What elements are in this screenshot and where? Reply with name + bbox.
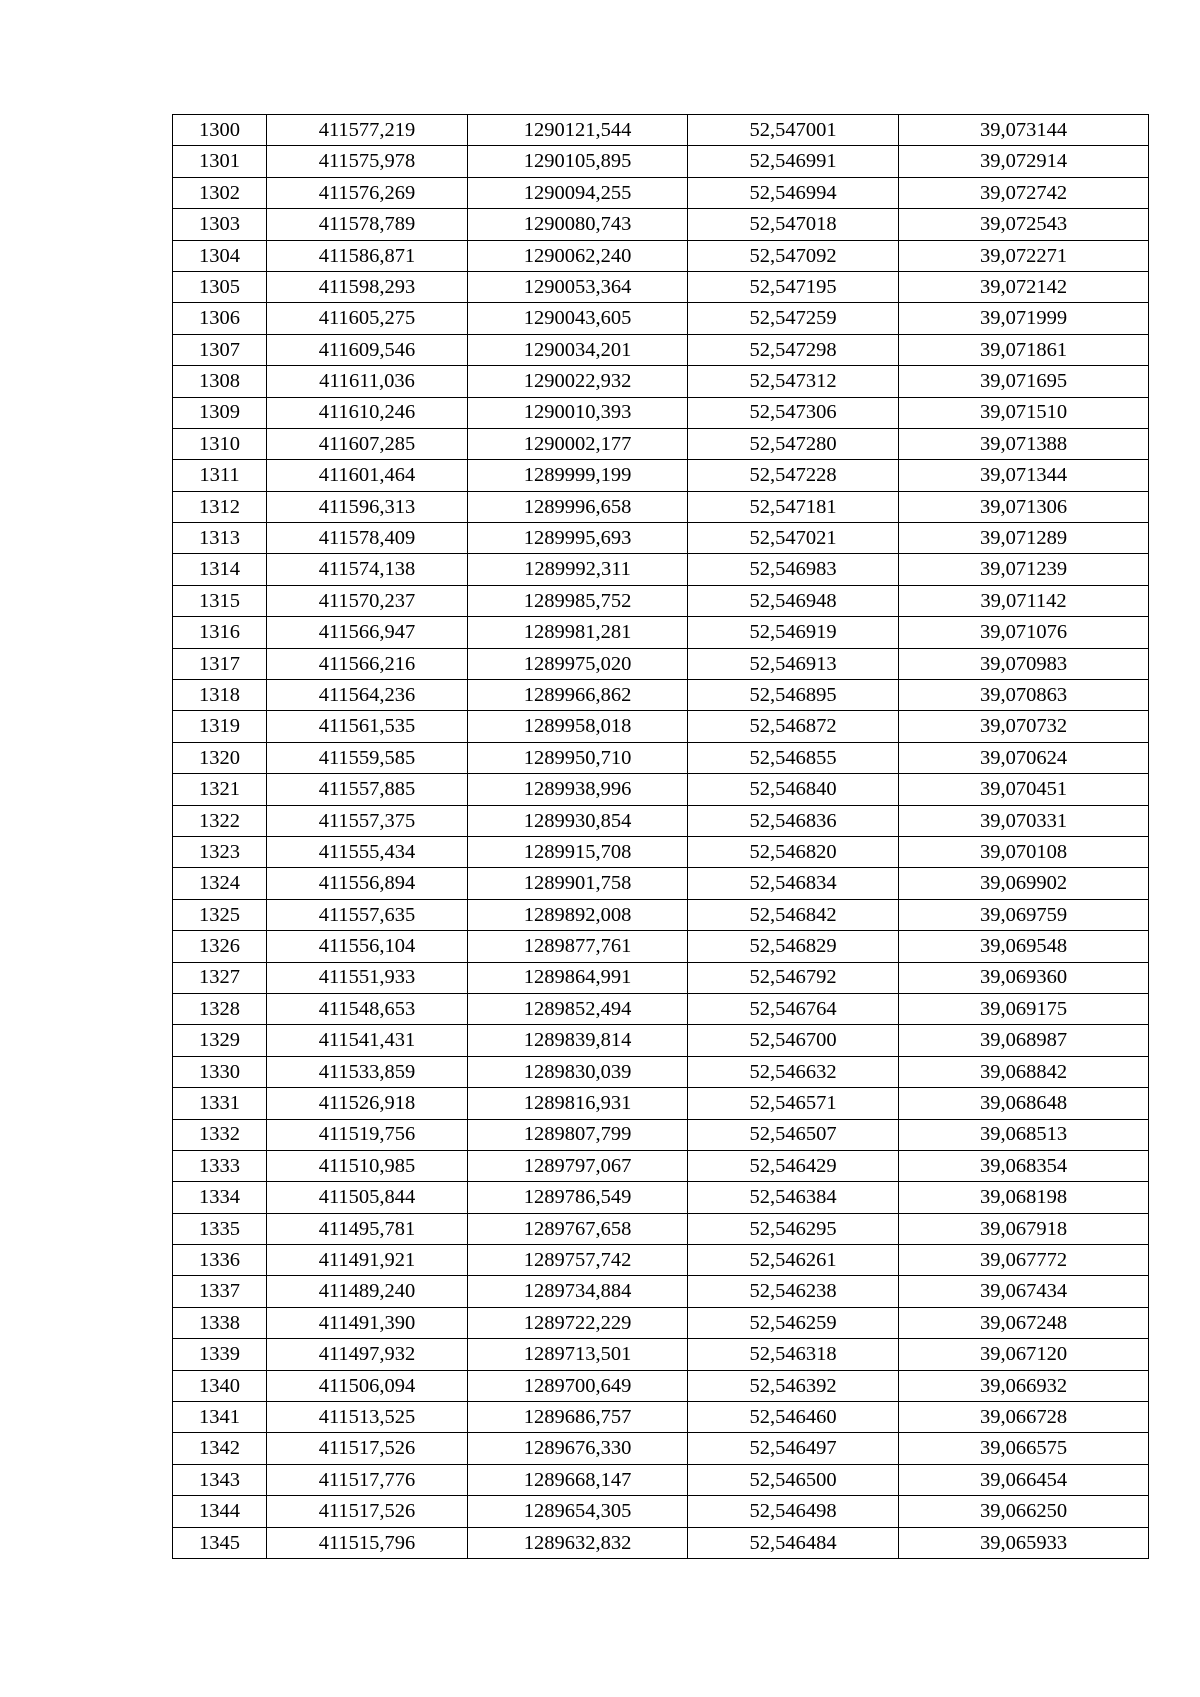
point-number-cell: 1301: [173, 146, 267, 177]
y-coordinate-cell: 1289852,494: [468, 993, 688, 1024]
point-number-cell: 1320: [173, 742, 267, 773]
longitude-cell: 39,068987: [899, 1025, 1149, 1056]
longitude-cell: 39,067120: [899, 1339, 1149, 1370]
x-coordinate-cell: 411598,293: [267, 271, 468, 302]
latitude-cell: 52,546484: [688, 1527, 899, 1558]
x-coordinate-cell: 411489,240: [267, 1276, 468, 1307]
point-number-cell: 1323: [173, 836, 267, 867]
point-number-cell: 1342: [173, 1433, 267, 1464]
latitude-cell: 52,546991: [688, 146, 899, 177]
y-coordinate-cell: 1289632,832: [468, 1527, 688, 1558]
longitude-cell: 39,072271: [899, 240, 1149, 271]
latitude-cell: 52,546872: [688, 711, 899, 742]
x-coordinate-cell: 411578,789: [267, 209, 468, 240]
point-number-cell: 1325: [173, 899, 267, 930]
table-row: [173, 711, 1149, 742]
table-row: [173, 836, 1149, 867]
latitude-cell: 52,546855: [688, 742, 899, 773]
y-coordinate-cell: 1289999,199: [468, 460, 688, 491]
x-coordinate-cell: 411526,918: [267, 1088, 468, 1119]
table-row: [173, 805, 1149, 836]
table-row: [173, 742, 1149, 773]
y-coordinate-cell: 1289958,018: [468, 711, 688, 742]
point-number-cell: 1329: [173, 1025, 267, 1056]
point-number-cell: 1332: [173, 1119, 267, 1150]
x-coordinate-cell: 411541,431: [267, 1025, 468, 1056]
point-number-cell: 1313: [173, 523, 267, 554]
x-coordinate-cell: 411513,525: [267, 1402, 468, 1433]
latitude-cell: 52,546460: [688, 1402, 899, 1433]
table-row: [173, 491, 1149, 522]
point-number-cell: 1334: [173, 1182, 267, 1213]
y-coordinate-cell: 1290080,743: [468, 209, 688, 240]
y-coordinate-cell: 1289830,039: [468, 1056, 688, 1087]
point-number-cell: 1326: [173, 931, 267, 962]
longitude-cell: 39,066454: [899, 1464, 1149, 1495]
point-number-cell: 1314: [173, 554, 267, 585]
table-row: [173, 146, 1149, 177]
table-row: [173, 617, 1149, 648]
longitude-cell: 39,069175: [899, 993, 1149, 1024]
y-coordinate-cell: 1289757,742: [468, 1245, 688, 1276]
x-coordinate-cell: 411533,859: [267, 1056, 468, 1087]
longitude-cell: 39,069548: [899, 931, 1149, 962]
x-coordinate-cell: 411517,526: [267, 1496, 468, 1527]
y-coordinate-cell: 1290022,932: [468, 366, 688, 397]
longitude-cell: 39,071306: [899, 491, 1149, 522]
longitude-cell: 39,070108: [899, 836, 1149, 867]
table-row: [173, 648, 1149, 679]
coordinate-table-body: [173, 115, 1149, 1559]
y-coordinate-cell: 1289950,710: [468, 742, 688, 773]
table-row: [173, 993, 1149, 1024]
longitude-cell: 39,067772: [899, 1245, 1149, 1276]
point-number-cell: 1321: [173, 774, 267, 805]
table-row: [173, 1088, 1149, 1119]
y-coordinate-cell: 1289797,067: [468, 1150, 688, 1181]
latitude-cell: 52,546700: [688, 1025, 899, 1056]
x-coordinate-cell: 411505,844: [267, 1182, 468, 1213]
table-row: [173, 240, 1149, 271]
point-number-cell: 1339: [173, 1339, 267, 1370]
latitude-cell: 52,546834: [688, 868, 899, 899]
y-coordinate-cell: 1290105,895: [468, 146, 688, 177]
longitude-cell: 39,072742: [899, 177, 1149, 208]
longitude-cell: 39,071695: [899, 366, 1149, 397]
longitude-cell: 39,069759: [899, 899, 1149, 930]
x-coordinate-cell: 411517,526: [267, 1433, 468, 1464]
x-coordinate-cell: 411577,219: [267, 115, 468, 146]
latitude-cell: 52,546842: [688, 899, 899, 930]
y-coordinate-cell: 1289722,229: [468, 1307, 688, 1338]
table-row: [173, 1119, 1149, 1150]
point-number-cell: 1340: [173, 1370, 267, 1401]
x-coordinate-cell: 411566,216: [267, 648, 468, 679]
point-number-cell: 1331: [173, 1088, 267, 1119]
y-coordinate-cell: 1289734,884: [468, 1276, 688, 1307]
latitude-cell: 52,547228: [688, 460, 899, 491]
table-row: [173, 209, 1149, 240]
latitude-cell: 52,547259: [688, 303, 899, 334]
point-number-cell: 1336: [173, 1245, 267, 1276]
longitude-cell: 39,070983: [899, 648, 1149, 679]
x-coordinate-cell: 411601,464: [267, 460, 468, 491]
longitude-cell: 39,068198: [899, 1182, 1149, 1213]
point-number-cell: 1341: [173, 1402, 267, 1433]
point-number-cell: 1327: [173, 962, 267, 993]
longitude-cell: 39,067248: [899, 1307, 1149, 1338]
x-coordinate-cell: 411491,921: [267, 1245, 468, 1276]
longitude-cell: 39,070451: [899, 774, 1149, 805]
table-row: [173, 1339, 1149, 1370]
latitude-cell: 52,547195: [688, 271, 899, 302]
latitude-cell: 52,547181: [688, 491, 899, 522]
table-row: [173, 115, 1149, 146]
point-number-cell: 1337: [173, 1276, 267, 1307]
longitude-cell: 39,066932: [899, 1370, 1149, 1401]
x-coordinate-cell: 411559,585: [267, 742, 468, 773]
y-coordinate-cell: 1289767,658: [468, 1213, 688, 1244]
latitude-cell: 52,546836: [688, 805, 899, 836]
y-coordinate-cell: 1289816,931: [468, 1088, 688, 1119]
table-row: [173, 931, 1149, 962]
y-coordinate-cell: 1289713,501: [468, 1339, 688, 1370]
longitude-cell: 39,072543: [899, 209, 1149, 240]
latitude-cell: 52,546238: [688, 1276, 899, 1307]
x-coordinate-cell: 411557,885: [267, 774, 468, 805]
x-coordinate-cell: 411551,933: [267, 962, 468, 993]
x-coordinate-cell: 411570,237: [267, 585, 468, 616]
x-coordinate-cell: 411574,138: [267, 554, 468, 585]
longitude-cell: 39,071142: [899, 585, 1149, 616]
point-number-cell: 1318: [173, 680, 267, 711]
longitude-cell: 39,066728: [899, 1402, 1149, 1433]
longitude-cell: 39,071388: [899, 428, 1149, 459]
point-number-cell: 1305: [173, 271, 267, 302]
table-row: [173, 899, 1149, 930]
table-row: [173, 428, 1149, 459]
y-coordinate-cell: 1289864,991: [468, 962, 688, 993]
y-coordinate-cell: 1290062,240: [468, 240, 688, 271]
longitude-cell: 39,071999: [899, 303, 1149, 334]
latitude-cell: 52,546792: [688, 962, 899, 993]
point-number-cell: 1333: [173, 1150, 267, 1181]
y-coordinate-cell: 1290121,544: [468, 115, 688, 146]
x-coordinate-cell: 411548,653: [267, 993, 468, 1024]
latitude-cell: 52,547021: [688, 523, 899, 554]
y-coordinate-cell: 1289786,549: [468, 1182, 688, 1213]
latitude-cell: 52,547312: [688, 366, 899, 397]
x-coordinate-cell: 411564,236: [267, 680, 468, 711]
longitude-cell: 39,071344: [899, 460, 1149, 491]
longitude-cell: 39,068354: [899, 1150, 1149, 1181]
longitude-cell: 39,073144: [899, 115, 1149, 146]
point-number-cell: 1343: [173, 1464, 267, 1495]
x-coordinate-cell: 411557,635: [267, 899, 468, 930]
latitude-cell: 52,546498: [688, 1496, 899, 1527]
y-coordinate-cell: 1289981,281: [468, 617, 688, 648]
y-coordinate-cell: 1290094,255: [468, 177, 688, 208]
point-number-cell: 1308: [173, 366, 267, 397]
table-row: [173, 1056, 1149, 1087]
table-row: [173, 177, 1149, 208]
longitude-cell: 39,070732: [899, 711, 1149, 742]
y-coordinate-cell: 1290053,364: [468, 271, 688, 302]
point-number-cell: 1315: [173, 585, 267, 616]
longitude-cell: 39,069902: [899, 868, 1149, 899]
point-number-cell: 1304: [173, 240, 267, 271]
point-number-cell: 1316: [173, 617, 267, 648]
y-coordinate-cell: 1289915,708: [468, 836, 688, 867]
table-row: [173, 334, 1149, 365]
latitude-cell: 52,547298: [688, 334, 899, 365]
y-coordinate-cell: 1289975,020: [468, 648, 688, 679]
latitude-cell: 52,546392: [688, 1370, 899, 1401]
y-coordinate-cell: 1289807,799: [468, 1119, 688, 1150]
point-number-cell: 1303: [173, 209, 267, 240]
table-row: [173, 366, 1149, 397]
point-number-cell: 1300: [173, 115, 267, 146]
x-coordinate-cell: 411609,546: [267, 334, 468, 365]
point-number-cell: 1310: [173, 428, 267, 459]
table-row: [173, 271, 1149, 302]
y-coordinate-cell: 1289966,862: [468, 680, 688, 711]
x-coordinate-cell: 411555,434: [267, 836, 468, 867]
y-coordinate-cell: 1289930,854: [468, 805, 688, 836]
point-number-cell: 1306: [173, 303, 267, 334]
y-coordinate-cell: 1289668,147: [468, 1464, 688, 1495]
x-coordinate-cell: 411557,375: [267, 805, 468, 836]
longitude-cell: 39,066575: [899, 1433, 1149, 1464]
point-number-cell: 1345: [173, 1527, 267, 1558]
y-coordinate-cell: 1290002,177: [468, 428, 688, 459]
table-row: [173, 1433, 1149, 1464]
longitude-cell: 39,070863: [899, 680, 1149, 711]
point-number-cell: 1330: [173, 1056, 267, 1087]
y-coordinate-cell: 1289985,752: [468, 585, 688, 616]
longitude-cell: 39,068513: [899, 1119, 1149, 1150]
latitude-cell: 52,546948: [688, 585, 899, 616]
y-coordinate-cell: 1290034,201: [468, 334, 688, 365]
y-coordinate-cell: 1289892,008: [468, 899, 688, 930]
latitude-cell: 52,546829: [688, 931, 899, 962]
table-row: [173, 554, 1149, 585]
table-row: [173, 303, 1149, 334]
latitude-cell: 52,546913: [688, 648, 899, 679]
y-coordinate-cell: 1289992,311: [468, 554, 688, 585]
latitude-cell: 52,546261: [688, 1245, 899, 1276]
point-number-cell: 1335: [173, 1213, 267, 1244]
table-row: [173, 1402, 1149, 1433]
latitude-cell: 52,547001: [688, 115, 899, 146]
y-coordinate-cell: 1289995,693: [468, 523, 688, 554]
latitude-cell: 52,546820: [688, 836, 899, 867]
longitude-cell: 39,070624: [899, 742, 1149, 773]
table-row: [173, 1370, 1149, 1401]
x-coordinate-cell: 411495,781: [267, 1213, 468, 1244]
x-coordinate-cell: 411510,985: [267, 1150, 468, 1181]
latitude-cell: 52,546507: [688, 1119, 899, 1150]
latitude-cell: 52,546764: [688, 993, 899, 1024]
latitude-cell: 52,546571: [688, 1088, 899, 1119]
table-row: [173, 1213, 1149, 1244]
longitude-cell: 39,065933: [899, 1527, 1149, 1558]
table-row: [173, 868, 1149, 899]
y-coordinate-cell: 1289686,757: [468, 1402, 688, 1433]
longitude-cell: 39,071239: [899, 554, 1149, 585]
latitude-cell: 52,547018: [688, 209, 899, 240]
x-coordinate-cell: 411519,756: [267, 1119, 468, 1150]
x-coordinate-cell: 411607,285: [267, 428, 468, 459]
x-coordinate-cell: 411610,246: [267, 397, 468, 428]
table-row: [173, 1182, 1149, 1213]
table-row: [173, 680, 1149, 711]
latitude-cell: 52,546500: [688, 1464, 899, 1495]
x-coordinate-cell: 411556,104: [267, 931, 468, 962]
y-coordinate-cell: 1289938,996: [468, 774, 688, 805]
x-coordinate-cell: 411611,036: [267, 366, 468, 397]
y-coordinate-cell: 1290043,605: [468, 303, 688, 334]
table-row: [173, 1496, 1149, 1527]
longitude-cell: 39,067918: [899, 1213, 1149, 1244]
latitude-cell: 52,546994: [688, 177, 899, 208]
latitude-cell: 52,546429: [688, 1150, 899, 1181]
longitude-cell: 39,071510: [899, 397, 1149, 428]
longitude-cell: 39,072914: [899, 146, 1149, 177]
x-coordinate-cell: 411506,094: [267, 1370, 468, 1401]
table-row: [173, 585, 1149, 616]
point-number-cell: 1319: [173, 711, 267, 742]
y-coordinate-cell: 1289996,658: [468, 491, 688, 522]
latitude-cell: 52,546384: [688, 1182, 899, 1213]
latitude-cell: 52,546983: [688, 554, 899, 585]
x-coordinate-cell: 411578,409: [267, 523, 468, 554]
x-coordinate-cell: 411586,871: [267, 240, 468, 271]
point-number-cell: 1328: [173, 993, 267, 1024]
latitude-cell: 52,547280: [688, 428, 899, 459]
table-row: [173, 962, 1149, 993]
point-number-cell: 1307: [173, 334, 267, 365]
point-number-cell: 1322: [173, 805, 267, 836]
longitude-cell: 39,068648: [899, 1088, 1149, 1119]
longitude-cell: 39,069360: [899, 962, 1149, 993]
latitude-cell: 52,546295: [688, 1213, 899, 1244]
latitude-cell: 52,546497: [688, 1433, 899, 1464]
latitude-cell: 52,546895: [688, 680, 899, 711]
x-coordinate-cell: 411575,978: [267, 146, 468, 177]
y-coordinate-cell: 1290010,393: [468, 397, 688, 428]
table-row: [173, 1150, 1149, 1181]
y-coordinate-cell: 1289901,758: [468, 868, 688, 899]
longitude-cell: 39,071076: [899, 617, 1149, 648]
longitude-cell: 39,067434: [899, 1276, 1149, 1307]
x-coordinate-cell: 411517,776: [267, 1464, 468, 1495]
table-row: [173, 1245, 1149, 1276]
latitude-cell: 52,547306: [688, 397, 899, 428]
latitude-cell: 52,546840: [688, 774, 899, 805]
y-coordinate-cell: 1289877,761: [468, 931, 688, 962]
point-number-cell: 1309: [173, 397, 267, 428]
table-row: [173, 1527, 1149, 1558]
table-row: [173, 1276, 1149, 1307]
x-coordinate-cell: 411596,313: [267, 491, 468, 522]
longitude-cell: 39,071861: [899, 334, 1149, 365]
latitude-cell: 52,546919: [688, 617, 899, 648]
y-coordinate-cell: 1289676,330: [468, 1433, 688, 1464]
coordinate-table: [172, 114, 1149, 1559]
table-row: [173, 1025, 1149, 1056]
table-row: [173, 523, 1149, 554]
x-coordinate-cell: 411561,535: [267, 711, 468, 742]
table-row: [173, 397, 1149, 428]
x-coordinate-cell: 411515,796: [267, 1527, 468, 1558]
point-number-cell: 1311: [173, 460, 267, 491]
longitude-cell: 39,068842: [899, 1056, 1149, 1087]
longitude-cell: 39,071289: [899, 523, 1149, 554]
x-coordinate-cell: 411566,947: [267, 617, 468, 648]
latitude-cell: 52,546318: [688, 1339, 899, 1370]
table-row: [173, 1464, 1149, 1495]
table-row: [173, 1307, 1149, 1338]
point-number-cell: 1312: [173, 491, 267, 522]
longitude-cell: 39,072142: [899, 271, 1149, 302]
x-coordinate-cell: 411556,894: [267, 868, 468, 899]
x-coordinate-cell: 411605,275: [267, 303, 468, 334]
y-coordinate-cell: 1289700,649: [468, 1370, 688, 1401]
point-number-cell: 1302: [173, 177, 267, 208]
table-row: [173, 460, 1149, 491]
latitude-cell: 52,547092: [688, 240, 899, 271]
x-coordinate-cell: 411576,269: [267, 177, 468, 208]
y-coordinate-cell: 1289839,814: [468, 1025, 688, 1056]
latitude-cell: 52,546259: [688, 1307, 899, 1338]
x-coordinate-cell: 411497,932: [267, 1339, 468, 1370]
table-row: [173, 774, 1149, 805]
point-number-cell: 1324: [173, 868, 267, 899]
point-number-cell: 1338: [173, 1307, 267, 1338]
longitude-cell: 39,066250: [899, 1496, 1149, 1527]
longitude-cell: 39,070331: [899, 805, 1149, 836]
point-number-cell: 1317: [173, 648, 267, 679]
y-coordinate-cell: 1289654,305: [468, 1496, 688, 1527]
x-coordinate-cell: 411491,390: [267, 1307, 468, 1338]
point-number-cell: 1344: [173, 1496, 267, 1527]
latitude-cell: 52,546632: [688, 1056, 899, 1087]
